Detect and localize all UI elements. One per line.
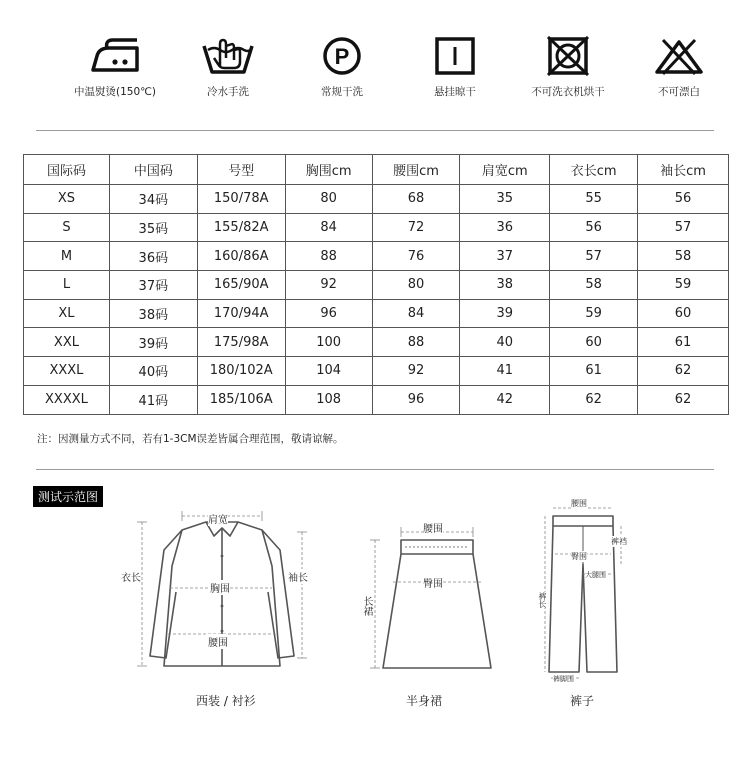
skirt-waist-label: 腰围: [423, 520, 443, 535]
table-cell: XS: [24, 185, 110, 214]
table-cell: 61: [550, 357, 638, 386]
table-cell: 150/78A: [197, 185, 285, 214]
sleeve-label: 袖长: [288, 569, 308, 584]
table-row: [24, 357, 729, 386]
column-header: 腰围cm: [372, 155, 460, 185]
table-cell: XXL: [24, 328, 110, 357]
svg-text:P: P: [334, 44, 350, 69]
table-cell: 100: [285, 328, 372, 357]
table-cell: 88: [285, 242, 372, 271]
table-cell: 40码: [109, 357, 197, 386]
skirt-illustration: [357, 512, 492, 677]
table-cell: 59: [638, 271, 729, 300]
skirt-hip-label: 臀围: [423, 575, 443, 590]
table-cell: 96: [285, 299, 372, 328]
pants-waist-label: 腰围: [571, 499, 587, 508]
shirt-caption: 西装 / 衬衫: [196, 694, 256, 708]
table-cell: 56: [550, 213, 638, 242]
table-cell: 41: [460, 357, 550, 386]
size-table: [23, 154, 729, 415]
hand-wash-cold-icon: [198, 36, 258, 76]
table-cell: 39码: [109, 328, 197, 357]
table-cell: 39: [460, 299, 550, 328]
chest-label: 胸围: [210, 580, 230, 595]
table-cell: 72: [372, 213, 460, 242]
table-cell: 84: [285, 213, 372, 242]
table-cell: 57: [638, 213, 729, 242]
table-cell: 55: [550, 185, 638, 214]
table-cell: 160/86A: [197, 242, 285, 271]
table-cell: 170/94A: [197, 299, 285, 328]
pants-hem-label: 裤脚围: [553, 675, 574, 683]
care-item-hang-dry: [400, 36, 510, 99]
table-cell: 41码: [109, 385, 197, 414]
table-cell: 37: [460, 242, 550, 271]
table-cell: 37码: [109, 271, 197, 300]
divider: [36, 469, 714, 470]
table-cell: 59: [550, 299, 638, 328]
care-label: 不可洗衣机烘干: [531, 86, 605, 98]
table-cell: 76: [372, 242, 460, 271]
table-row: [24, 385, 729, 414]
dry-clean-p-icon: [312, 36, 372, 76]
table-cell: 68: [372, 185, 460, 214]
pants-caption: 裤子: [570, 694, 595, 708]
table-cell: 88: [372, 328, 460, 357]
table-cell: 38: [460, 271, 550, 300]
care-label: 悬挂晾干: [434, 86, 476, 98]
table-cell: 36: [460, 213, 550, 242]
table-row: [24, 299, 729, 328]
table-header-row: [24, 155, 729, 185]
care-item-hand-wash: [173, 36, 283, 99]
table-cell: 60: [638, 299, 729, 328]
measurement-note: 注：因测量方式不同，若有1-3CM误差皆属合理范围，敬请谅解。: [37, 433, 344, 445]
table-cell: 62: [638, 357, 729, 386]
column-header: 衣长cm: [550, 155, 638, 185]
table-cell: S: [24, 213, 110, 242]
care-item-iron: [60, 36, 170, 99]
table-cell: 108: [285, 385, 372, 414]
table-cell: 185/106A: [197, 385, 285, 414]
table-cell: M: [24, 242, 110, 271]
shoulder-label: 肩宽: [208, 511, 228, 526]
pants-hip-label: 臀围: [571, 552, 587, 561]
table-cell: 61: [638, 328, 729, 357]
table-cell: 175/98A: [197, 328, 285, 357]
skirt-diagram: [357, 512, 492, 677]
pants-rise-label: 裤裆: [611, 537, 627, 546]
no-bleach-icon: [649, 36, 709, 76]
table-cell: 42: [460, 385, 550, 414]
table-cell: 96: [372, 385, 460, 414]
pants-illustration: [533, 496, 643, 681]
table-row: [24, 271, 729, 300]
table-cell: 62: [638, 385, 729, 414]
table-cell: 34码: [109, 185, 197, 214]
pants-diagram: [533, 496, 643, 681]
care-label: 常规干洗: [321, 86, 363, 98]
table-cell: 180/102A: [197, 357, 285, 386]
table-cell: 35: [460, 185, 550, 214]
table-cell: 40: [460, 328, 550, 357]
table-cell: 92: [285, 271, 372, 300]
care-label: 不可漂白: [658, 86, 700, 98]
table-cell: 35码: [109, 213, 197, 242]
table-cell: XXXL: [24, 357, 110, 386]
table-cell: 80: [372, 271, 460, 300]
table-row: [24, 213, 729, 242]
waist-label: 腰围: [208, 634, 228, 649]
table-cell: 84: [372, 299, 460, 328]
table-row: [24, 328, 729, 357]
table-cell: XXXXL: [24, 385, 110, 414]
column-header: 国际码: [24, 155, 110, 185]
measure-section-title: 测试示范图: [33, 486, 103, 507]
skirt-caption: 半身裙: [406, 694, 443, 708]
iron-medium-icon: [85, 36, 145, 76]
shirt-diagram: [120, 506, 325, 681]
care-symbols: [60, 36, 720, 108]
table-cell: 60: [550, 328, 638, 357]
skirt-length-label: 长裙: [361, 596, 372, 616]
hang-dry-icon: [425, 36, 485, 76]
care-item-no-bleach: [624, 36, 734, 99]
table-cell: L: [24, 271, 110, 300]
table-cell: 92: [372, 357, 460, 386]
table-cell: 80: [285, 185, 372, 214]
table-cell: 62: [550, 385, 638, 414]
care-item-no-tumble: [513, 36, 623, 99]
column-header: 胸围cm: [285, 155, 372, 185]
column-header: 肩宽cm: [460, 155, 550, 185]
table-cell: 58: [550, 271, 638, 300]
pants-thigh-label: 大腿围: [585, 571, 606, 579]
table-cell: 58: [638, 242, 729, 271]
table-cell: 165/90A: [197, 271, 285, 300]
column-header: 号型: [197, 155, 285, 185]
table-row: [24, 242, 729, 271]
table-cell: XL: [24, 299, 110, 328]
divider: [36, 130, 714, 131]
care-label: 中温熨烫(150℃): [73, 86, 157, 98]
care-label: 冷水手洗: [207, 86, 249, 98]
pants-length-label: 裤长: [538, 592, 547, 608]
table-cell: 104: [285, 357, 372, 386]
table-cell: 36码: [109, 242, 197, 271]
table-cell: 57: [550, 242, 638, 271]
column-header: 中国码: [109, 155, 197, 185]
no-tumble-dry-icon: [538, 36, 598, 76]
table-row: [24, 185, 729, 214]
column-header: 袖长cm: [638, 155, 729, 185]
table-cell: 155/82A: [197, 213, 285, 242]
care-item-dry-clean: [287, 36, 397, 99]
length-label: 衣长: [121, 569, 141, 584]
table-cell: 56: [638, 185, 729, 214]
table-cell: 38码: [109, 299, 197, 328]
